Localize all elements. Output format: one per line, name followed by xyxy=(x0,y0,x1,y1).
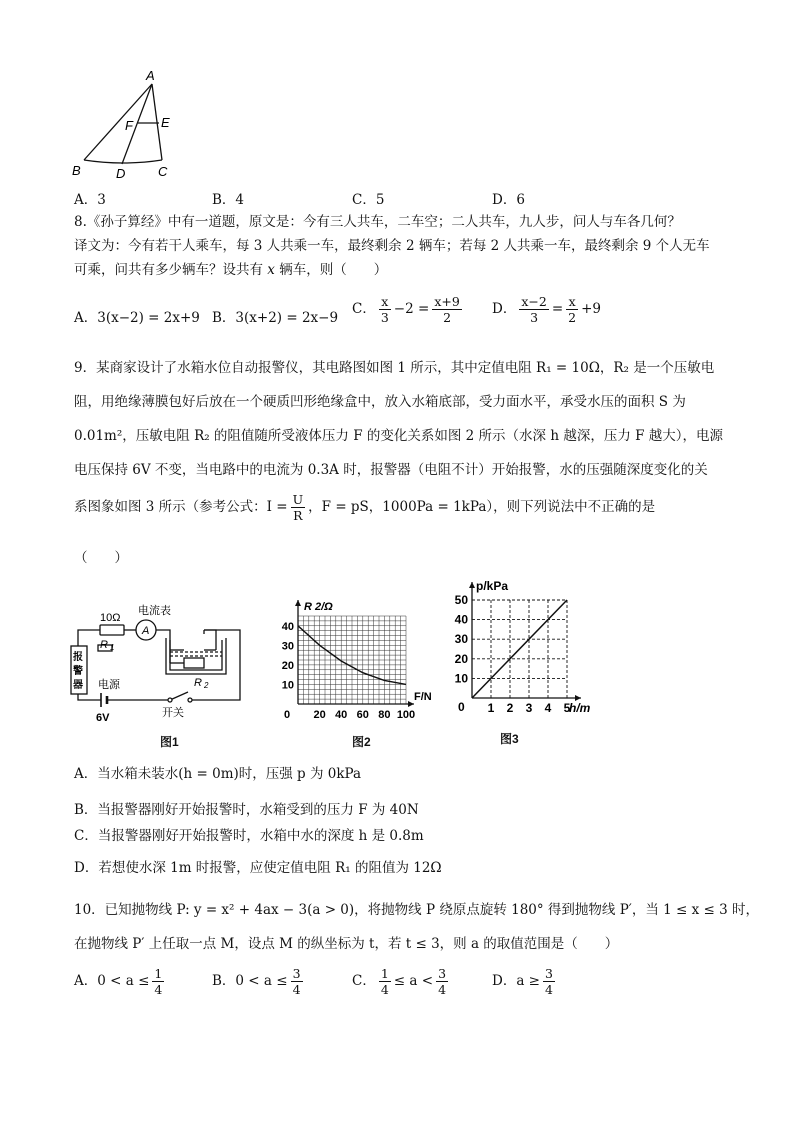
fig2-y-tick-label: 40 xyxy=(281,620,294,633)
vertex-label-e: E xyxy=(161,115,170,130)
fig3-y-arrow xyxy=(469,582,475,588)
q8-line3-start: 可乘，问共有多少辆车？设共有 xyxy=(74,262,268,278)
alarm-char-1: 报 xyxy=(73,652,83,663)
q10-option-b-fraction xyxy=(291,966,303,997)
circuit-diagram xyxy=(66,600,246,728)
fig3-x-axis-label: h/m xyxy=(569,701,591,715)
ammeter-symbol: A xyxy=(142,625,150,637)
q10-option-a-label: A．0 < a ≤ xyxy=(74,973,150,989)
q8-line3-end: 辆车，则（ ） xyxy=(274,262,388,278)
q9-line5-frac-numerator: U xyxy=(292,492,304,507)
q7-option-b: B．4 xyxy=(212,192,245,208)
q10-text-line-1: 10．已知抛物线 P: y = x² + 4ax − 3(a > 0)，将抛物线 P 绕原点旋转 180° 得到抛物线 P′，当 1 ≤ x ≤ 3 时， xyxy=(74,902,760,918)
resistor-r1-label xyxy=(100,639,114,652)
q8-text-line-1: 8.《孙子算经》中有一道题，原文是：今有三人共车，二车空；二人共车，九人步，问人与车各几何？ xyxy=(74,214,681,230)
q10-option-d-denominator: 4 xyxy=(544,982,553,997)
q10-option-c-numerator-1: 1 xyxy=(380,966,389,981)
fig2-x-tick-label: 60 xyxy=(356,709,369,721)
q7-option-a: A．3 xyxy=(74,192,106,208)
fig2-x-axis-label: F/N xyxy=(414,691,432,703)
fig3-x-tick-label: 3 xyxy=(525,701,533,715)
q9-text-line-6: （ ） xyxy=(74,550,128,566)
q10-option-a-fraction xyxy=(152,966,164,997)
vertex-label-a: A xyxy=(146,68,155,83)
q8-text-line-3 xyxy=(74,260,387,280)
fig2-y-axis-label: R 2/Ω xyxy=(304,601,333,613)
fig2-x-tick-label: 80 xyxy=(378,709,391,721)
q8-option-d xyxy=(492,294,601,325)
q8-line3-variable: x xyxy=(267,262,275,278)
q10-option-c xyxy=(352,966,451,997)
q9-option-a: A．当水箱未装水(h = 0m)时，压强 p 为 0kPa xyxy=(74,766,362,782)
fig3-y-tick-label: 50 xyxy=(454,593,468,607)
vertex-label-d: D xyxy=(116,166,126,181)
q8-option-d-label: D． xyxy=(492,301,517,317)
fig3-y-tick-label: 20 xyxy=(454,651,468,666)
fig2-x-tick-label: 0 xyxy=(284,709,291,721)
fig3-x-tick-label: 4 xyxy=(544,701,552,715)
q10-option-c-middle: ≤ a < xyxy=(393,973,434,989)
q10-option-d-fraction xyxy=(543,966,555,997)
q9-line5-start: 系图象如图 3 所示（参考公式：I = xyxy=(74,499,288,515)
q8-option-d-frac1-numerator: x−2 xyxy=(521,294,547,309)
q7-option-d: D．6 xyxy=(492,192,525,208)
figure-1-caption: 图1 xyxy=(160,735,179,749)
fig3-x-tick-label: 0 xyxy=(458,700,465,714)
vertex-label-f: F xyxy=(125,118,133,133)
fig2-chart xyxy=(268,592,448,722)
q9-text-line-1: 9．某商家设计了水箱水位自动报警仪，其电路图如图 1 所示，其中定值电阻 R₁ = 10Ω，R₂ 是一个压敏电 xyxy=(74,360,715,376)
q9-line5-frac-denominator: R xyxy=(293,508,303,523)
vertex-label-b: B xyxy=(72,163,81,178)
q10-option-c-fraction-1 xyxy=(379,966,391,997)
fig2-x-tick-label: 100 xyxy=(396,709,416,721)
q8-option-d-fraction-2 xyxy=(566,294,578,325)
q9-line5-end: ，F = pS，1000Pa = 1kPa），则下列说法中不正确的是 xyxy=(308,499,656,515)
q10-option-c-denominator-1: 4 xyxy=(380,982,389,997)
fig3-y-tick-label: 40 xyxy=(454,612,468,627)
q9-option-b: B．当报警器刚好开始报警时，水箱受到的压力 F 为 40N xyxy=(74,802,419,818)
resistor-r1-letter: R xyxy=(100,639,108,651)
triangle-figure xyxy=(60,60,200,185)
q9-text-line-2: 阻，用绝缘薄膜包好后放在一个硬质凹形绝缘盒中，放入水箱底部，受力面水平，承受水压的面积 S 为 xyxy=(74,394,686,410)
fig2-y-tick-label: 30 xyxy=(281,640,294,653)
fig3-chart xyxy=(448,576,608,726)
q10-option-d xyxy=(492,966,558,997)
fig3-x-tick-label: 1 xyxy=(487,701,495,715)
q8-option-c-frac2-numerator: x+9 xyxy=(434,294,460,309)
q10-text-line-2: 在抛物线 P′ 上任取一点 M，设点 M 的纵坐标为 t，若 t ≤ 3，则 a 的取值范围是（ ） xyxy=(74,936,619,952)
q8-option-c xyxy=(352,294,465,325)
q8-option-c-frac1-numerator: x xyxy=(379,294,391,310)
fig2-y-tick-label: 20 xyxy=(281,659,294,672)
q8-option-c-fraction-1 xyxy=(379,294,391,325)
fig2-y-tick-label: 10 xyxy=(281,679,294,692)
q10-option-a-numerator: 1 xyxy=(154,966,163,981)
alarm-char-3: 器 xyxy=(73,680,83,691)
fig2-x-tick-label: 40 xyxy=(335,709,348,721)
q10-option-c-fraction-2 xyxy=(436,966,448,997)
q9-text-line-4: 电压保持 6V 不变，当电路中的电流为 0.3A 时，报警器（电阻不计）开始报警，水的压强随深度变化的关 xyxy=(74,462,708,478)
vertex-label-c: C xyxy=(158,164,168,179)
q10-option-d-numerator: 3 xyxy=(544,966,553,981)
q8-option-c-fraction-2 xyxy=(432,294,461,325)
q10-option-c-label: C． xyxy=(352,973,376,989)
resistor-r1-value: 10Ω xyxy=(100,612,121,624)
q9-text-line-5 xyxy=(74,492,655,523)
q9-line5-fraction xyxy=(291,492,306,523)
q9-option-c: C．当报警器刚好开始报警时，水箱中水的深度 h 是 0.8m xyxy=(74,828,424,844)
q8-option-d-frac1-denominator: 3 xyxy=(530,310,539,325)
resistor-r2-subscript: 2 xyxy=(203,681,209,690)
q7-option-c: C．5 xyxy=(352,192,385,208)
resistor-r2-label xyxy=(194,677,209,690)
q10-option-a-denominator: 4 xyxy=(154,982,163,997)
ammeter-label: 电流表 xyxy=(138,605,171,617)
q8-option-d-middle: = xyxy=(551,301,564,317)
fig3-y-tick-label: 10 xyxy=(454,671,468,686)
fig3-x-tick-label: 2 xyxy=(506,701,514,715)
fig3-x-tick-label: 5 xyxy=(563,701,571,715)
figure-2-caption: 图2 xyxy=(352,735,371,749)
q10-option-b-numerator: 3 xyxy=(292,966,301,981)
q10-option-d-label: D．a ≥ xyxy=(492,973,540,989)
q9-text-line-3: 0.01m²，压敏电阻 R₂ 的阻值随所受液体压力 F 的变化关系如图 2 所示（水深 h 越深，压力 F 越大），电源 xyxy=(74,428,724,444)
switch-label: 开关 xyxy=(162,707,184,719)
q10-option-b-label: B．0 < a ≤ xyxy=(212,973,288,989)
q8-option-c-frac2-denominator: 2 xyxy=(443,310,452,325)
q8-option-c-label: C． xyxy=(352,301,376,317)
q8-option-d-frac2-denominator: 2 xyxy=(568,310,577,325)
resistor-r1-subscript: 1 xyxy=(109,643,115,652)
q10-option-c-denominator-2: 4 xyxy=(438,982,447,997)
q8-option-b: B．3(x+2) = 2x−9 xyxy=(212,310,339,326)
q8-text-line-2: 译文为：今有若干人乘车，每 3 人共乘一车，最终剩余 2 辆车；若每 2 人共乘一车，最终剩余 9 个人无车 xyxy=(74,238,710,254)
q10-option-c-numerator-2: 3 xyxy=(438,966,447,981)
fig2-x-tick-label: 20 xyxy=(313,709,326,721)
q10-option-a xyxy=(74,966,167,997)
alarm-char-2: 警 xyxy=(73,666,83,677)
q9-option-d: D．若想使水深 1m 时报警，应使定值电阻 R₁ 的阻值为 12Ω xyxy=(74,860,442,876)
power-label: 电源 xyxy=(98,679,120,691)
fig2-y-arrow xyxy=(295,600,301,606)
q8-option-c-middle: −2 = xyxy=(393,301,430,317)
q8-option-d-fraction-1 xyxy=(519,294,548,325)
q8-option-d-frac2-numerator: x xyxy=(566,294,578,310)
fig3-series-line xyxy=(472,600,567,698)
q10-option-b xyxy=(212,966,306,997)
fig3-y-axis-label: p/kPa xyxy=(476,579,509,593)
q8-option-a: A．3(x−2) = 2x+9 xyxy=(74,310,200,326)
fig3-y-tick-label: 30 xyxy=(454,632,468,647)
figure-3-caption: 图3 xyxy=(500,732,519,746)
resistor-r2-letter: R xyxy=(194,677,202,689)
q10-option-b-denominator: 4 xyxy=(292,982,301,997)
q8-option-d-tail: +9 xyxy=(581,301,601,317)
voltage-label: 6V xyxy=(96,712,110,724)
q8-option-c-frac1-denominator: 3 xyxy=(380,310,389,325)
